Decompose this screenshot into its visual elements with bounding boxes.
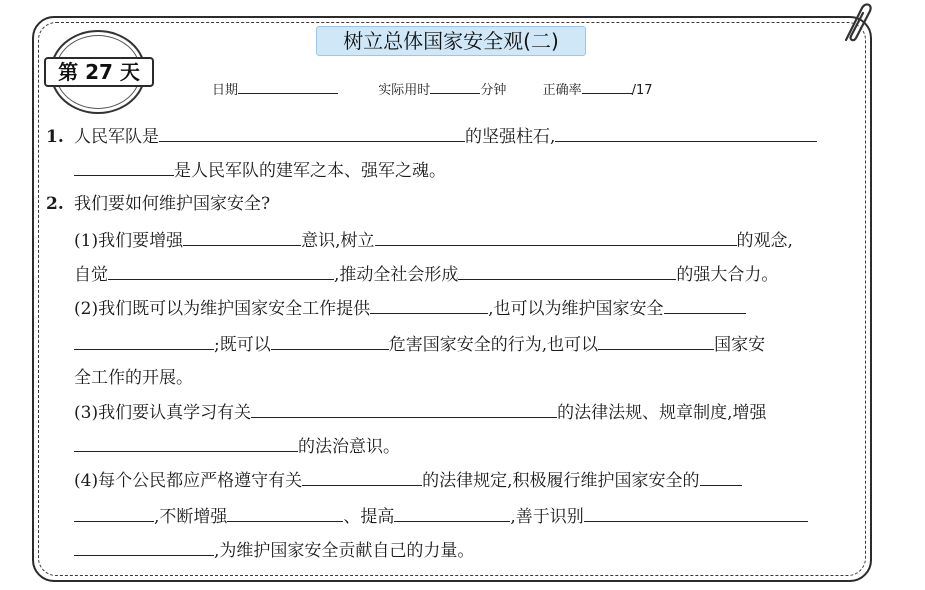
q2-p4-blank-1[interactable]: [302, 468, 422, 486]
date-label: 日期: [212, 83, 239, 98]
q2-p1-text-c: 的观念,: [736, 231, 793, 251]
q2-p1-blank-4[interactable]: [458, 262, 676, 280]
q2-p1-text-a: (1)我们要增强: [74, 231, 184, 251]
q2-p4-blank-7[interactable]: [74, 538, 214, 556]
q2-p4-text-f: ,为维护国家安全贡献自己的力量。: [214, 541, 475, 561]
q2-p3-text-a: (3)我们要认真学习有关: [74, 403, 252, 423]
q1-line-1: [46, 124, 817, 150]
q2-stem: 我们要如何维护国家安全?: [74, 194, 271, 214]
time-label: 实际用时: [378, 83, 431, 98]
q2-p1-blank-2[interactable]: [375, 228, 737, 246]
day-badge: [44, 30, 156, 114]
q2-p4-text-c: ,不断增强: [154, 507, 228, 527]
q2-p1-line-1: [74, 228, 793, 254]
q2-p4-text-a: (4)每个公民都应严格遵守有关: [74, 471, 303, 491]
q2-p2-blank-3[interactable]: [74, 332, 214, 350]
q2-p4-blank-2[interactable]: [700, 468, 742, 486]
q2-p3-blank-2[interactable]: [74, 434, 298, 452]
q2-p4-line-2: [74, 504, 808, 530]
q2-p1-blank-3[interactable]: [108, 262, 334, 280]
meta-row: [212, 80, 653, 102]
q2-p4-blank-6[interactable]: [584, 504, 808, 522]
q2-p2-text-c: ;既可以: [214, 335, 271, 355]
q2-stem-line: [46, 192, 270, 218]
q2-p1-blank-1[interactable]: [183, 228, 301, 246]
q2-p3-line-2: [74, 434, 400, 460]
q2-p1-line-2: [74, 262, 778, 288]
paper-clip-icon: [832, 0, 876, 48]
q2-p3-blank-1[interactable]: [251, 400, 557, 418]
q1-blank-3[interactable]: [74, 158, 174, 176]
q2-p4-text-e: ,善于识别: [510, 507, 584, 527]
q2-p4-text-b: 的法律规定,积极履行维护国家安全的: [422, 471, 700, 491]
q2-p1-text-e: ,推动全社会形成: [334, 265, 459, 285]
date-blank[interactable]: [238, 80, 338, 94]
q2-p2-blank-4[interactable]: [271, 332, 389, 350]
accuracy-total: /17: [631, 83, 653, 98]
q1-text-b: 的坚强柱石,: [465, 127, 556, 147]
q2-p2-blank-1[interactable]: [370, 296, 488, 314]
q2-p4-blank-3[interactable]: [74, 504, 154, 522]
q2-p2-text-b: ,也可以为维护国家安全: [488, 299, 664, 319]
q2-p4-line-1: [74, 468, 742, 494]
q2-p4-line-3: [74, 538, 474, 564]
q2-p4-blank-5[interactable]: [394, 504, 510, 522]
q2-p2-text-e: 国家安: [714, 335, 766, 355]
q2-p4-text-d: 、提高: [343, 507, 395, 527]
q1-line-2: [74, 158, 446, 184]
q2-p1-text-f: 的强大合力。: [676, 265, 779, 285]
accuracy-label: 正确率: [542, 83, 582, 98]
worksheet-title: 树立总体国家安全观(二): [316, 26, 586, 56]
q2-p3-line-1: [74, 400, 767, 426]
q1-number: 1.: [46, 127, 64, 147]
q1-text-a: 人民军队是: [74, 127, 159, 147]
q1-blank-1[interactable]: [159, 124, 465, 142]
q2-p2-blank-5[interactable]: [598, 332, 714, 350]
q2-p3-text-b: 的法律法规、规章制度,增强: [557, 403, 767, 423]
q2-p2-blank-2[interactable]: [664, 296, 746, 314]
q1-blank-2[interactable]: [555, 124, 817, 142]
minute-label: 分钟: [480, 83, 507, 98]
q2-p2-line-1: [74, 296, 746, 322]
q2-p1-text-b: 意识,树立: [301, 231, 375, 251]
q2-p2-text-d: 危害国家安全的行为,也可以: [388, 335, 599, 355]
accuracy-blank[interactable]: [582, 80, 632, 94]
q2-p2-text-a: (2)我们既可以为维护国家安全工作提供: [74, 299, 371, 319]
q2-number: 2.: [46, 194, 64, 214]
q2-p2-line-2: [74, 332, 765, 358]
day-badge-label: 第 27 天: [44, 57, 154, 87]
q2-p3-text-c: 的法治意识。: [298, 437, 400, 457]
time-blank[interactable]: [430, 80, 480, 94]
q1-text-c: 是人民军队的建军之本、强军之魂。: [174, 161, 446, 181]
q2-p4-blank-4[interactable]: [227, 504, 343, 522]
q2-p2-text-f: 全工作的开展。: [74, 368, 193, 388]
q2-p1-text-d: 自觉: [74, 265, 108, 285]
q2-p2-line-3: [74, 366, 193, 392]
